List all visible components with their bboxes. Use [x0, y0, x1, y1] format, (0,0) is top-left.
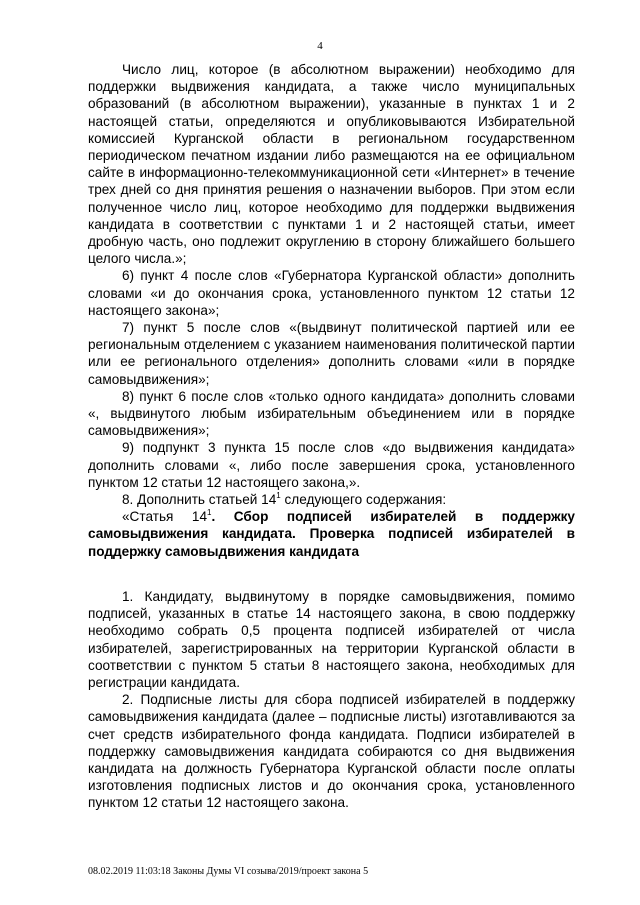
- document-footer: 08.02.2019 11:03:18 Законы Думы VI созыва/2019/проект закона 5: [88, 866, 369, 877]
- page-number: 4: [317, 40, 323, 52]
- article-superscript: 1: [207, 508, 212, 518]
- article-prefix: «Статья 14: [122, 509, 207, 525]
- add-article-text: 8. Дополнить статьей 14: [122, 492, 277, 508]
- paragraph-add-article: [88, 491, 575, 508]
- add-article-superscript: 1: [276, 491, 281, 501]
- article-clause-1: 1. Кандидату, выдвинутому в порядке самовыдвижения, помимо подписей, указанных в статье 14 настоящего закона, в свою поддержку необходимо собрать 0,5 процента подписей избирателей от числа избирателей, зарегистрированных на территории Курганской области в соответствии с пунктом 5 статьи 8 настоящего закона, необходимых для регистрации кандидата.: [88, 588, 575, 690]
- paragraph-signature-count: Число лиц, которое (в абсолютном выражении) необходимо для поддержки выдвижения кандидата, а также число муниципальных образований (в абсолютном выражении), указанные в пунктах 1 и 2 настоящей статьи, определяются и опубликовываются Избирательной комиссией Курганской области в региональном государственном периодическом печатном издании либо размещаются на ее официальном сайте в информационно-телекоммуникационной сети «Интернет» в течение трех дней со дня принятия решения о назначении выборов. При этом если полученное число лиц, которое необходимо для поддержки выдвижения кандидата в соответствии с пунктами 1 и 2 настоящей статьи, имеет дробную часть, оно подлежит округлению в сторону ближайшего большего целого числа.»;: [88, 62, 575, 267]
- article-clause-2: 2. Подписные листы для сбора подписей избирателей в поддержку самовыдвижения кандидата (далее – подписные листы) изготавливаются за счет средств избирательного фонда кандидата. Подписи избирателей в поддержку самовыдвижения кандидата собираются со дня выдвижения кандидата на должность Губернатора Курганской области после оплаты изготовления подписных листов и до окончания срока, установленного пунктом 12 статьи 12 настоящего закона.: [88, 692, 575, 811]
- paragraph-item-9: 9) подпункт 3 пункта 15 после слов «до выдвижения кандидата» дополнить словами «, либо после завершения срока, установленного пунктом 12 статьи 12 настоящего закона,».: [88, 440, 575, 490]
- add-article-suffix: следующего содержания:: [280, 492, 447, 508]
- section-gap: [88, 560, 575, 588]
- paragraph-item-7: 7) пункт 5 после слов «(выдвинут политической партией или ее региональным отделением с указанием наименования политической партии или ее регионального отделения» дополнить словами «или в порядке самовыдвижения»;: [88, 320, 575, 387]
- paragraph-item-6: 6) пункт 4 после слов «Губернатора Курганской области» дополнить словами «и до окончания срока, установленного пунктом 12 статьи 12 настоящего закона»;: [88, 268, 575, 318]
- paragraph-item-8: 8) пункт 6 после слов «только одного кандидата» дополнить словами «, выдвинутого любым избирательным объединением или в порядке самовыдвижения»;: [88, 388, 575, 439]
- document-body: [88, 61, 575, 812]
- article-heading: [88, 508, 575, 560]
- article-title: . Сбор подписей избирателей в поддержку самовыдвижения кандидата. Проверка подписей избирателей в поддержку самовыдвижения кандидата: [88, 509, 575, 559]
